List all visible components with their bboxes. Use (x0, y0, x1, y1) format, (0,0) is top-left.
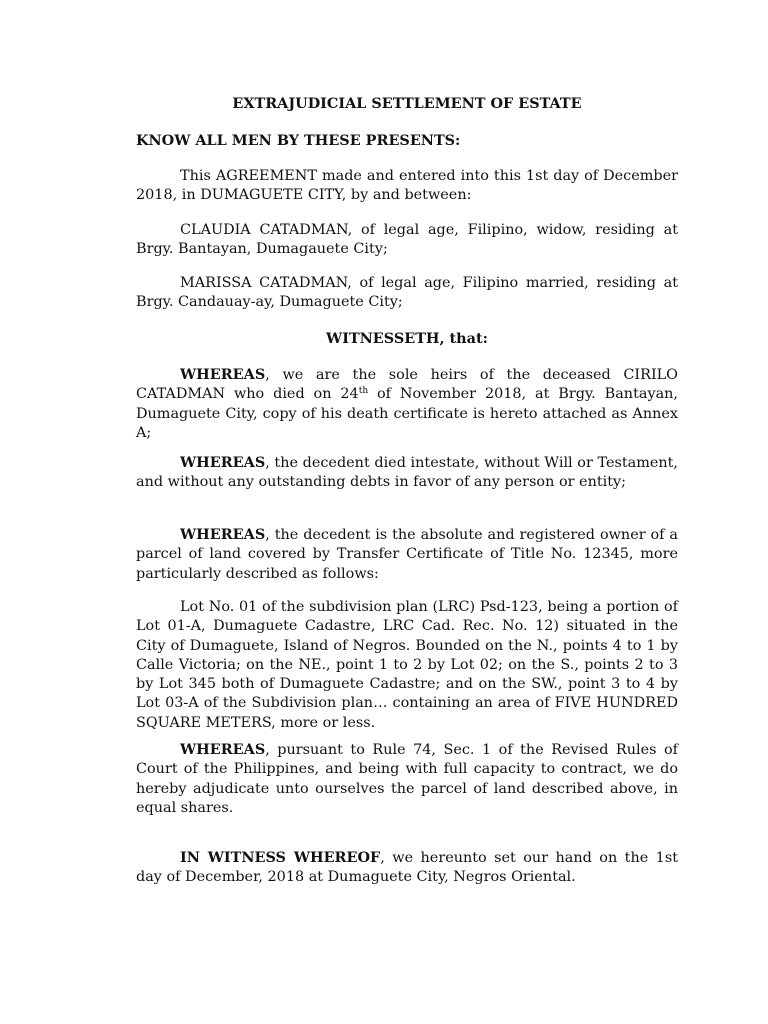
party-marissa-paragraph: MARISSA CATADMAN, of legal age, Filipino married, residing at Brgy. Candauay-ay, Dumaguete City; (136, 275, 678, 311)
party-claudia-paragraph: CLAUDIA CATADMAN, of legal age, Filipino, widow, residing at Brgy. Bantayan, Dumagauete City; (136, 222, 678, 258)
whereas-adjudicate-text: , pursuant to Rule 74, Sec. 1 of the Revised Rules of Court of the Philippines, and being with full capacity to contract, we do hereby adjudicate unto ourselves the parcel of land described above, in equal shares. (136, 742, 678, 816)
document-title: EXTRAJUDICIAL SETTLEMENT OF ESTATE (232, 95, 582, 112)
whereas-adjudicate-paragraph (136, 740, 678, 818)
whereas-label: WHEREAS (180, 454, 266, 471)
whereas-intestate-paragraph (136, 453, 678, 493)
whereas-intestate-text: , the decedent died intestate, without Will or Testament, and without any outstanding debts in favor of any person or entity; (136, 455, 678, 491)
witnesseth-heading: WITNESSETH, that: (326, 330, 488, 347)
in-witness-label: IN WITNESS WHEREOF (180, 849, 381, 866)
in-witness-text: , we hereunto set our hand on the 1st day of December, 2018 at Dumaguete City, Negros Oriental. (136, 850, 678, 886)
whereas-label: WHEREAS (180, 366, 266, 383)
opening-line: KNOW ALL MEN BY THESE PRESENTS: (136, 132, 461, 149)
agreement-paragraph: This AGREEMENT made and entered into this 1st day of December 2018, in DUMAGUETE CITY, by and between: (136, 168, 678, 204)
whereas-heirs-text-a: , we are the sole heirs of the deceased CIRILO CATADMAN who died on 24 (136, 367, 678, 403)
whereas-owner-paragraph (136, 525, 678, 584)
whereas-label: WHEREAS (180, 526, 266, 543)
in-witness-paragraph (136, 848, 678, 888)
ordinal-suffix: th (358, 386, 369, 397)
whereas-heirs-paragraph (136, 365, 678, 443)
lot-description-paragraph: Lot No. 01 of the subdivision plan (LRC) Psd-123, being a portion of Lot 01-A, Dumaguete Cadastre, LRC Cad. Rec. No. 12) situated in the City of Dumaguete, Island of Negros. Bounded on the N., points 4 to 1 by Calle Victoria; on the NE., point 1 to 2 by Lot 02; on the S., points 2 to 3 by Lot 345 both of Dumaguete Cadastre; and on the SW., point 3 to 4 by Lot 03-A of the Subdivision plan… containing an area of FIVE HUNDRED SQUARE METERS, more or less. (136, 599, 678, 731)
whereas-heirs-text-b: of November 2018, at Brgy. Bantayan, Dumaguete City, copy of his death certificate is hereto attached as Annex A; (136, 386, 678, 441)
whereas-label: WHEREAS (180, 741, 266, 758)
whereas-owner-text: , the decedent is the absolute and registered owner of a parcel of land covered by Transfer Certificate of Title No. 12345, more particularly described as follows: (136, 527, 678, 582)
